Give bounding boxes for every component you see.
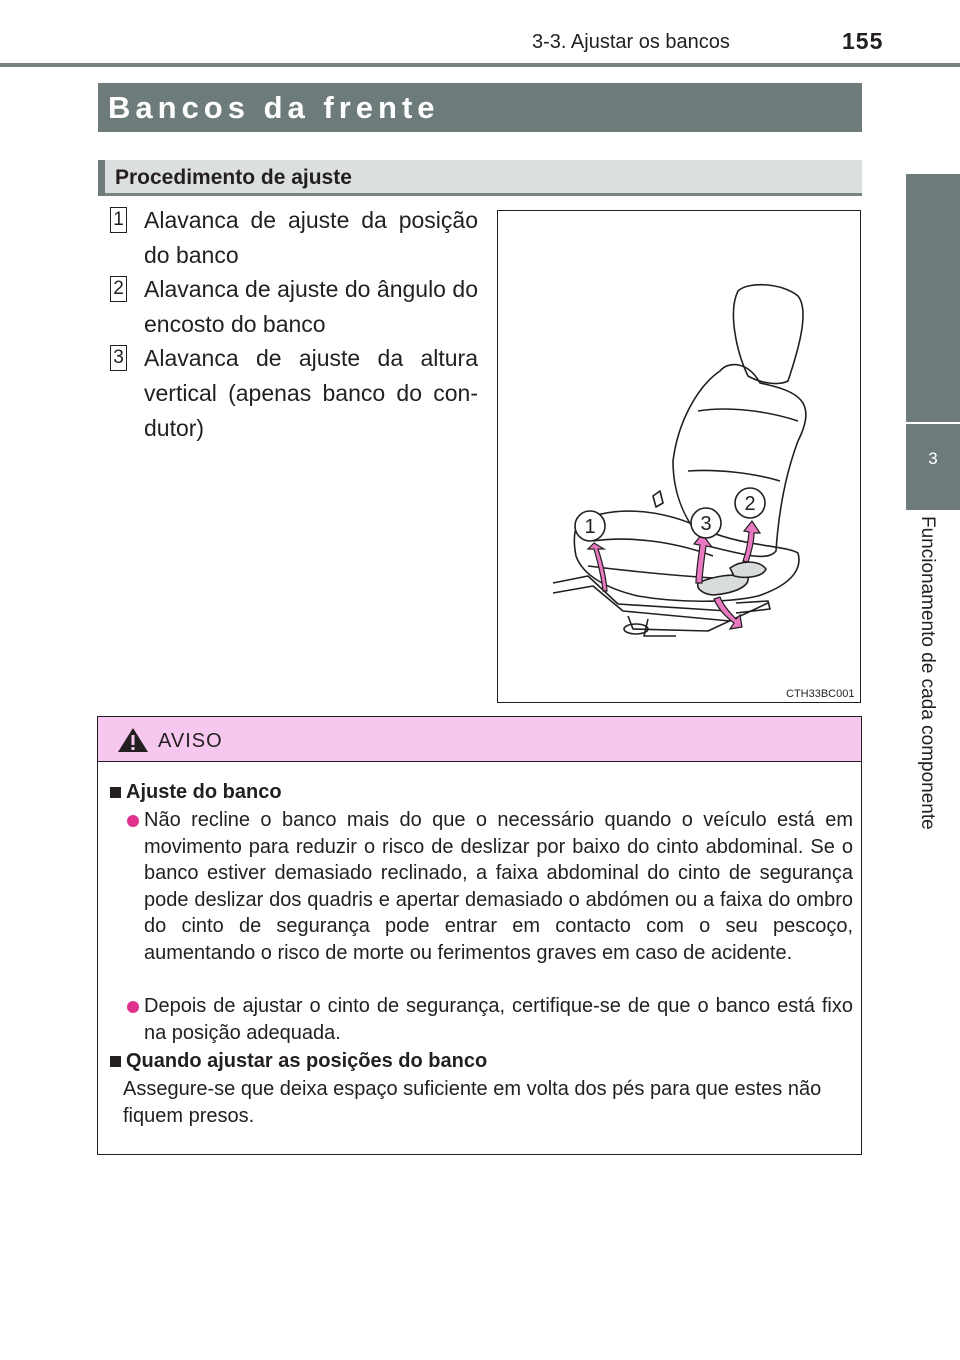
running-header: 3-3. Ajustar os bancos (532, 31, 730, 53)
item-text-1: Alavanca de ajuste da posição do banco (144, 207, 478, 268)
item-text-2: Alavanca de ajuste do ângulo do encosto do banco (144, 276, 478, 337)
item-number-2: 2 (110, 276, 127, 302)
warning-text-2: Assegure-se que deixa espaço suficiente em volta dos pés para que estes não fiquem presos. (123, 1078, 822, 1127)
bullet-dot-icon (127, 815, 139, 827)
warning-heading-2: Quando ajustar as posições do banco (126, 1050, 488, 1072)
side-tab-bar (906, 174, 960, 422)
warning-bullet-2: Depois de ajustar o cinto de segurança, certifique-se de que o banco está fixo na posição adequada. (144, 995, 853, 1044)
callout-2: 2 (744, 493, 756, 515)
callout-3: 3 (700, 513, 712, 535)
seat-illustration-frame (497, 210, 861, 703)
item-number-3: 3 (110, 345, 127, 371)
subsection-title: Procedimento de ajuste (115, 166, 352, 189)
chapter-number-tab: 3 (906, 424, 960, 510)
item-text-3: Alavanca de ajuste da altura vertical (apenas banco do con-dutor) (144, 345, 478, 441)
bullet-dot-icon (127, 1001, 139, 1013)
item-number-1: 1 (110, 207, 127, 233)
callout-1: 1 (584, 516, 596, 538)
section-marker-icon (110, 1056, 121, 1067)
warning-title: AVISO (158, 730, 223, 752)
warning-triangle-icon (116, 726, 150, 759)
header-rule (0, 63, 960, 67)
warning-heading-1: Ajuste do banco (126, 781, 282, 803)
section-title: Bancos da frente (98, 83, 862, 132)
figure-code: CTH33BC001 (786, 688, 855, 700)
warning-bullet-1: Não recline o banco mais do que o necessário quando o veículo está em movimento para reduzir o risco de deslizar por baixo do cinto abdominal. Se o banco estiver demasiado reclinado, a faixa abdominal do cinto de segurança pode deslizar dos quadris e apertar demasiado o abdómen ou a faixa do ombro do cinto de segurança pode entrar em contacto com o seu pescoço, aumentando o risco de morte ou ferimentos graves em caso de acidente. (144, 809, 853, 964)
chapter-title: Funcionamento de cada componente (917, 516, 938, 830)
section-marker-icon (110, 787, 121, 798)
subsection-accent (98, 160, 105, 196)
seat-illustration (498, 211, 860, 702)
page-number: 155 (842, 28, 884, 54)
